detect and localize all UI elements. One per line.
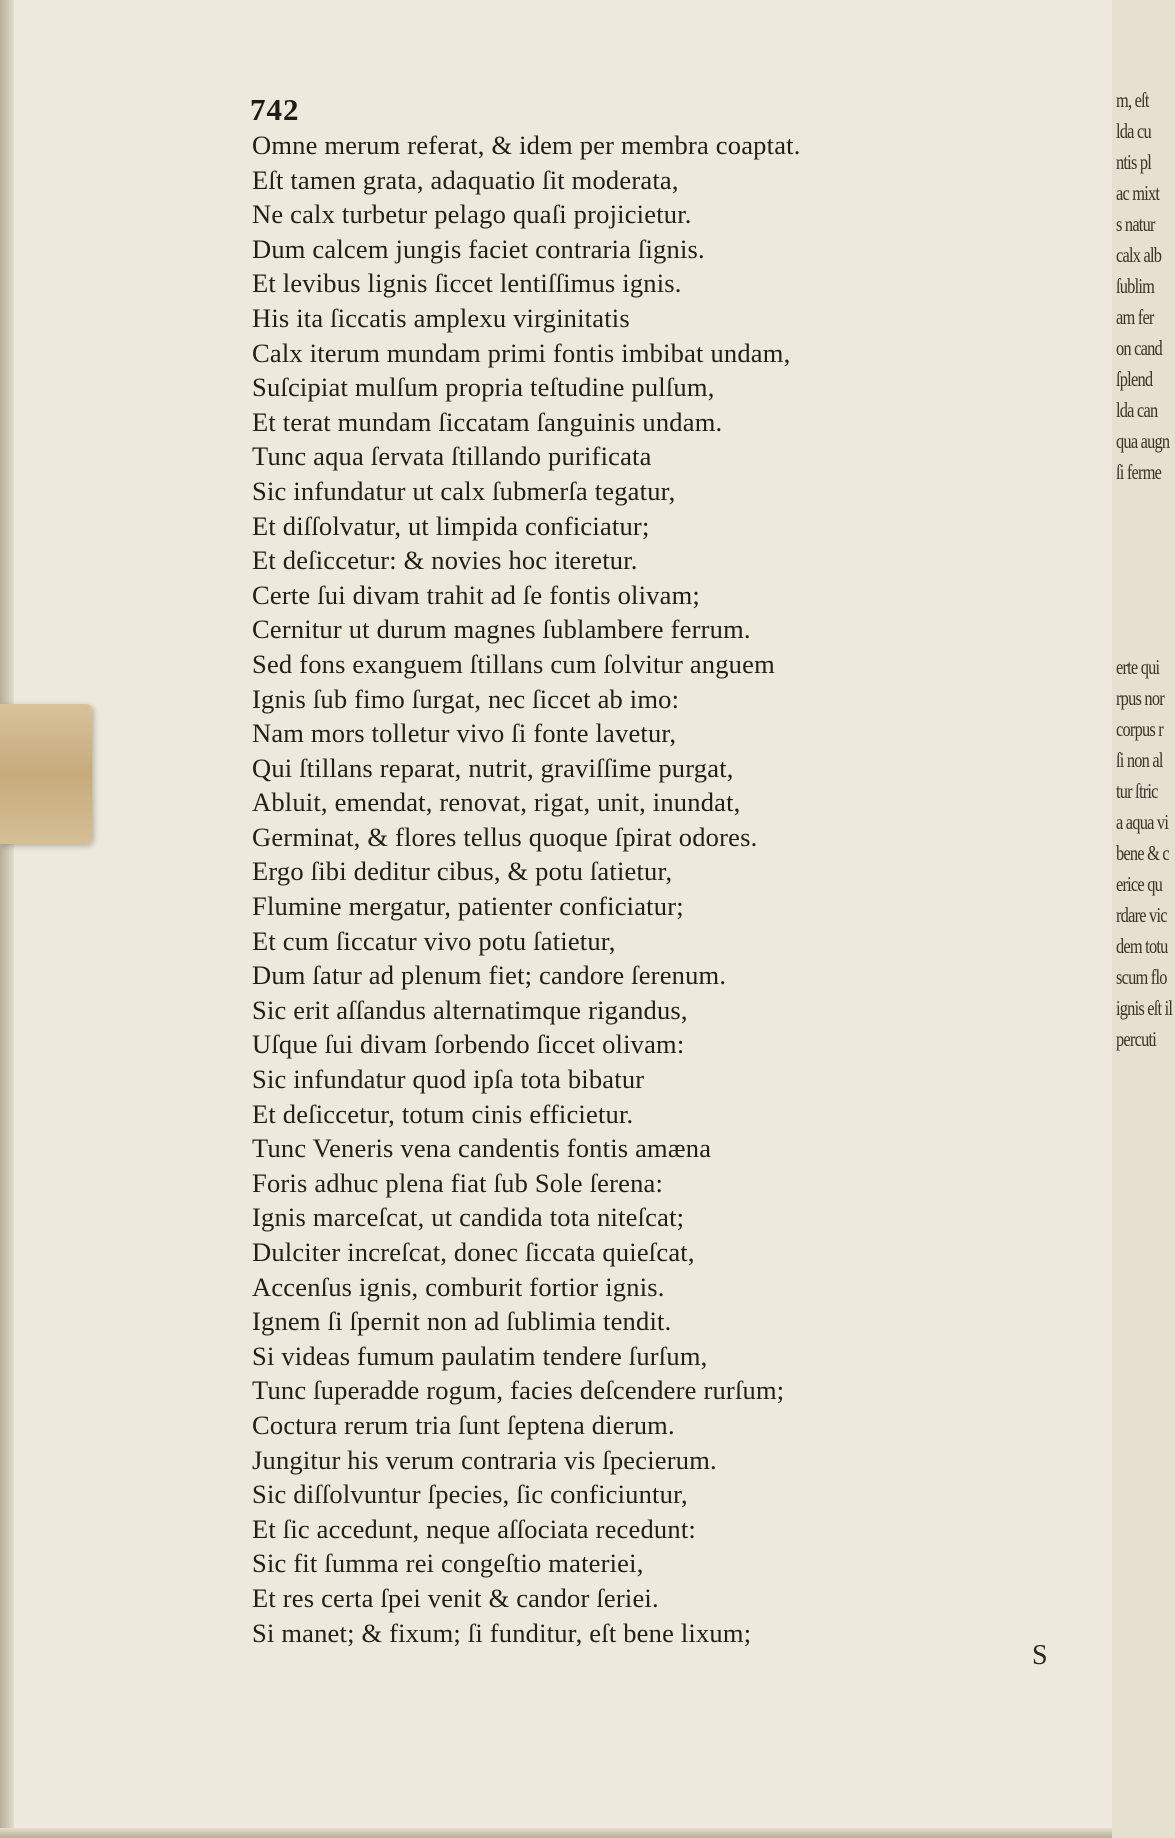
verse-line: Et cum ſiccatur vivo potu ſatietur, [252,925,616,956]
verse-line: Suſcipiat mulſum propria teſtudine pulſum, [252,372,715,403]
page-number: 742 [250,92,300,127]
facing-page-fragment: m, eſt [1116,88,1149,112]
facing-page-fragment: ſublim [1116,274,1155,298]
facing-page-fragment: rdare vic [1116,903,1167,927]
catchword: S [1032,1640,1048,1671]
verse-line: Germinat, & flores tellus quoque ſpirat odores. [252,821,758,852]
verse-line: Flumine mergatur, patienter conficiatur; [252,891,684,922]
verse-line: Sic diſſolvuntur ſpecies, ſic conficiuntur, [252,1479,688,1510]
verse-line: His ita ſiccatis amplexu virginitatis [252,302,630,333]
verse-line: Ne calx turbetur pelago quaſi projicietur. [252,199,692,230]
verse-line: Omne merum referat, & idem per membra coaptat. [252,130,801,160]
facing-page-fragment: scum flo [1116,965,1167,989]
verse-line: Abluit, emendat, renovat, rigat, unit, inundat, [252,787,741,818]
verse-line: Si manet; & fixum; ſi funditur, eſt bene lixum; [252,1617,752,1648]
facing-page-fragment: on cand [1116,336,1162,360]
verse-text-block [252,128,952,1650]
verse-line: Uſque ſui divam ſorbendo ſiccet olivam: [252,1029,685,1060]
facing-page-fragment: s natur [1116,212,1155,236]
verse-line: Et diſſolvatur, ut limpida conficiatur; [252,510,650,541]
verse-line: Qui ſtillans reparat, nutrit, graviſſime purgat, [252,752,734,783]
verse-line: Accenſus ignis, comburit fortior ignis. [252,1271,665,1302]
verse-line: Tunc Veneris vena candentis fontis amæna [252,1133,712,1164]
facing-page-fragment: corpus r [1116,717,1163,741]
facing-page-fragment: a aqua vi [1116,810,1169,834]
facing-page-fragment: ſi non al [1116,748,1163,772]
verse-line: Sic erit aſſandus alternatimque rigandus, [252,994,688,1025]
verse-line: Et deſiccetur, totum cinis efficietur. [252,1098,634,1129]
verse-line: Coctura rerum tria ſunt ſeptena dierum. [252,1409,675,1440]
verse-line: Foris adhuc plena fiat ſub Sole ſerena: [252,1167,664,1198]
verse-line: Et terat mundam ſiccatam ſanguinis undam. [252,406,723,437]
verse-line: Sic infundatur quod ipſa tota bibatur [252,1064,645,1095]
facing-page-fragment: bene & c [1116,841,1169,865]
facing-page-fragment: rpus nor [1116,686,1164,710]
verse-line: Sic fit ſumma rei congeſtio materiei, [252,1548,644,1579]
page-bottom-edge [0,1828,1112,1838]
verse-line: Et levibus lignis ſiccet lentiſſimus ignis. [252,268,682,299]
verse-line: Dum calcem jungis faciet contraria ſignis. [252,233,705,264]
facing-page-fragment: ac mixt [1116,181,1160,205]
facing-page-fragment: ſplend [1116,367,1153,391]
facing-page-fragment: percuti [1116,1027,1157,1051]
facing-page-fragment: am fer [1116,305,1154,329]
verse-line: Tunc aqua ſervata ſtillando purificata [252,441,652,472]
verse-line: Ergo ſibi deditur cibus, & potu ſatietur, [252,856,673,887]
facing-page-fragment: calx alb [1116,243,1162,267]
verse-line: Et res certa ſpei venit & candor ſeriei. [252,1582,659,1613]
verse-line: Et ſic accedunt, neque aſſociata recedunt: [252,1513,696,1544]
facing-page-fragment: lda cu [1116,119,1151,143]
verse-line: Sed fons exanguem ſtillans cum ſolvitur anguem [252,648,775,679]
facing-page-fragment: qua augn [1116,429,1170,453]
page-gutter-shadow [0,0,14,1838]
facing-page-fragment: dem totu [1116,934,1168,958]
verse-line: Si videas fumum paulatim tendere ſurſum, [252,1340,708,1371]
verse-line: Ignis marceſcat, ut candida tota niteſcat; [252,1202,685,1233]
verse-line: Jungitur his verum contraria vis ſpecierum. [252,1444,717,1475]
verse-line: Calx iterum mundam primi fontis imbibat undam, [252,337,791,368]
facing-page-fragment: lda can [1116,398,1158,422]
verse-line: Tunc ſuperadde rogum, facies deſcendere rurſum; [252,1375,785,1406]
verse-line: Sic infundatur ut calx ſubmerſa tegatur, [252,475,676,506]
verse-line: Et deſiccetur: & novies hoc iteretur. [252,545,638,576]
verse-line: Cernitur ut durum magnes ſublambere ferrum. [252,614,751,645]
verse-line: Dulciter increſcat, donec ſiccata quieſcat, [252,1237,695,1267]
facing-page-fragment: ignis eſt il [1116,996,1173,1020]
facing-page-fragment: erte qui [1116,655,1160,679]
facing-page-edge [1112,0,1175,1838]
verse-line: Ignem ſi ſpernit non ad ſublimia tendit. [252,1306,672,1337]
facing-page-fragment: ntis pl [1116,150,1152,174]
verse-line: Nam mors tolletur vivo ſi fonte lavetur, [252,718,677,749]
facing-page-fragment: erice qu [1116,872,1163,896]
verse-line: Ignis ſub fimo ſurgat, nec ſiccet ab imo: [252,683,680,714]
facing-page-fragment: ſi ferme [1116,460,1162,484]
facing-page-fragment: tur ſtric [1116,779,1158,803]
paper-bookmark-strip [0,704,92,844]
verse-line: Certe ſui divam trahit ad ſe fontis olivam; [252,579,700,610]
verse-line: Dum ſatur ad plenum fiet; candore ſerenum. [252,960,727,991]
verse-line: Eſt tamen grata, adaquatio ſit moderata, [252,164,679,195]
